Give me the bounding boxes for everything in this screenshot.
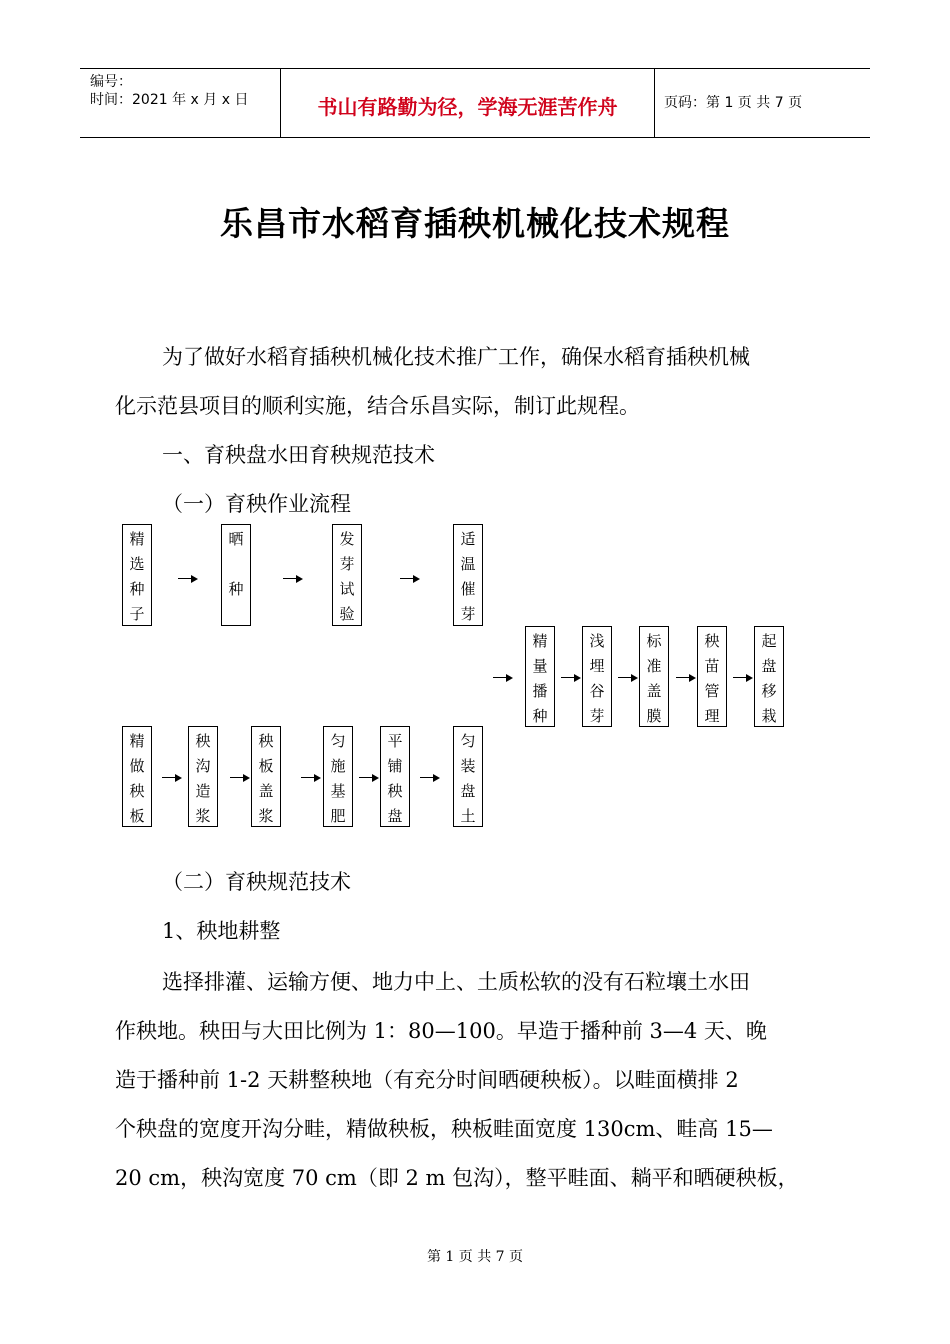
flow-step-char: 沟 <box>195 757 211 775</box>
flow-step-char: 秧 <box>258 732 274 750</box>
flow-step-char: 移 <box>761 682 777 700</box>
flow-step-char: 精 <box>129 530 145 548</box>
flow-step-char: 温 <box>460 555 476 573</box>
flow-step-char: 芽 <box>339 555 355 573</box>
intro-line-2: 化示范县项目的顺利实施，结合乐昌实际，制订此规程。 <box>115 394 640 418</box>
flow-step-char: 施 <box>330 757 346 775</box>
time-label: 时间：2021 年 x 月 x 日 <box>90 92 249 108</box>
flow-step-char: 种 <box>129 580 145 598</box>
flow-step-box <box>453 726 483 827</box>
flow-arrow-icon <box>618 673 638 683</box>
flow-step-char: 盘 <box>761 657 777 675</box>
flow-step-box <box>251 726 281 827</box>
intro-line-1: 为了做好水稻育插秧机械化技术推广工作，确保水稻育插秧机械 <box>162 345 750 369</box>
flow-step-char: 秧 <box>387 782 403 800</box>
flow-arrow-icon <box>162 773 182 783</box>
flow-step-char: 土 <box>460 807 476 825</box>
flow-step-char: 精 <box>129 732 145 750</box>
flow-step-char: 造 <box>195 782 211 800</box>
document-title: 乐昌市水稻育插秧机械化技术规程 <box>220 204 730 243</box>
body-line: 20 cm，秧沟宽度 70 cm（即 2 m 包沟），整平畦面、耥平和晒硬秧板， <box>115 1166 799 1190</box>
flow-step-char: 铺 <box>387 757 403 775</box>
flow-arrow-icon <box>400 574 420 584</box>
flow-step-char: 验 <box>339 605 355 623</box>
flow-arrow-icon <box>561 673 581 683</box>
flow-step-char: 浆 <box>258 807 274 825</box>
flow-step-char: 发 <box>339 530 355 548</box>
flow-step-char: 秧 <box>195 732 211 750</box>
flow-step-char: 匀 <box>330 732 346 750</box>
flow-step-char: 装 <box>460 757 476 775</box>
flow-step-box <box>639 626 669 727</box>
section-heading: 一、育秧盘水田育秧规范技术 <box>162 443 435 467</box>
flow-arrow-icon <box>420 773 440 783</box>
body-line: 造于播种前 1-2 天耕整秧地（有充分时间晒硬秧板）。以畦面横排 2 <box>115 1068 739 1092</box>
flow-step-box <box>582 626 612 727</box>
flow-step-char: 浅 <box>589 632 605 650</box>
flow-step-char: 秧 <box>704 632 720 650</box>
flow-step-char: 匀 <box>460 732 476 750</box>
page-header <box>80 68 870 138</box>
flow-step-char: 肥 <box>330 807 346 825</box>
flow-step-char <box>222 552 250 577</box>
flow-step-char: 做 <box>129 757 145 775</box>
flow-step-box <box>323 726 353 827</box>
header-motto-cell <box>280 69 655 137</box>
flow-step-char: 谷 <box>589 682 605 700</box>
flow-step-char: 栽 <box>761 707 777 725</box>
flow-step-char: 晒 <box>228 530 244 548</box>
flow-step-char: 板 <box>258 757 274 775</box>
subsection-heading-2: （二）育秧规范技术 <box>162 870 351 894</box>
flow-step-char: 种 <box>532 707 548 725</box>
flow-step-char: 盖 <box>646 682 662 700</box>
flow-step-box <box>221 524 251 626</box>
page-info: 页码：第 1 页 共 7 页 <box>664 95 803 111</box>
flow-step-box <box>754 626 784 727</box>
flow-step-char: 盘 <box>460 782 476 800</box>
page-footer: 第 1 页 共 7 页 <box>426 1249 524 1265</box>
body-line: 作秧地。秧田与大田比例为 1：80—100。早造于播种前 3—4 天、晚 <box>115 1019 767 1043</box>
flow-step-char: 量 <box>532 657 548 675</box>
flow-step-box <box>122 524 152 626</box>
flow-step-char: 播 <box>532 682 548 700</box>
header-left-cell <box>80 69 280 137</box>
flow-step-char: 基 <box>330 782 346 800</box>
flow-arrow-icon <box>733 673 753 683</box>
flow-step-char: 埋 <box>589 657 605 675</box>
flow-step-char: 起 <box>761 632 777 650</box>
flow-arrow-icon <box>301 773 321 783</box>
number-label: 编号： <box>90 74 132 90</box>
flow-step-char: 催 <box>460 580 476 598</box>
motto: 书山有路勤为径，学海无涯苦作舟 <box>317 95 618 119</box>
flow-step-box <box>525 626 555 727</box>
flow-step-char: 芽 <box>589 707 605 725</box>
flow-step-box <box>122 726 152 827</box>
flow-arrow-icon <box>359 773 379 783</box>
item-heading-1: 1、秧地耕整 <box>162 919 281 943</box>
flow-step-char: 子 <box>129 605 145 623</box>
subsection-heading-1: （一）育秧作业流程 <box>162 492 351 516</box>
flow-arrow-icon <box>283 574 303 584</box>
flow-step-char: 秧 <box>129 782 145 800</box>
flow-step-char: 精 <box>532 632 548 650</box>
flow-step-char: 管 <box>704 682 720 700</box>
body-line: 选择排灌、运输方便、地力中上、土质松软的没有石粒壤土水田 <box>162 970 750 994</box>
flow-step-char: 适 <box>460 530 476 548</box>
flow-step-box <box>332 524 362 626</box>
flow-step-char: 选 <box>129 555 145 573</box>
flow-arrow-icon <box>676 673 696 683</box>
flow-step-char: 平 <box>387 732 403 750</box>
flow-step-char: 盖 <box>258 782 274 800</box>
flow-step-box <box>380 726 410 827</box>
flow-step-char: 种 <box>228 580 244 598</box>
body-line: 个秧盘的宽度开沟分畦，精做秧板，秧板畦面宽度 130cm、畦高 15— <box>115 1117 773 1141</box>
flow-step-char: 盘 <box>387 807 403 825</box>
flow-step-box <box>453 524 483 626</box>
flow-step-char: 浆 <box>195 807 211 825</box>
flow-step-char: 芽 <box>460 605 476 623</box>
flow-step-char: 准 <box>646 657 662 675</box>
flow-step-char: 苗 <box>704 657 720 675</box>
flow-step-box <box>697 626 727 727</box>
flow-step-char: 板 <box>129 807 145 825</box>
flow-arrow-icon <box>178 574 198 584</box>
header-right-cell <box>654 69 870 137</box>
flow-step-char: 标 <box>646 632 662 650</box>
flow-step-box <box>188 726 218 827</box>
flow-step-char: 理 <box>704 707 720 725</box>
flow-step-char: 膜 <box>646 707 662 725</box>
flow-arrow-icon <box>493 673 513 683</box>
flow-step-char: 试 <box>339 580 355 598</box>
flow-arrow-icon <box>230 773 250 783</box>
